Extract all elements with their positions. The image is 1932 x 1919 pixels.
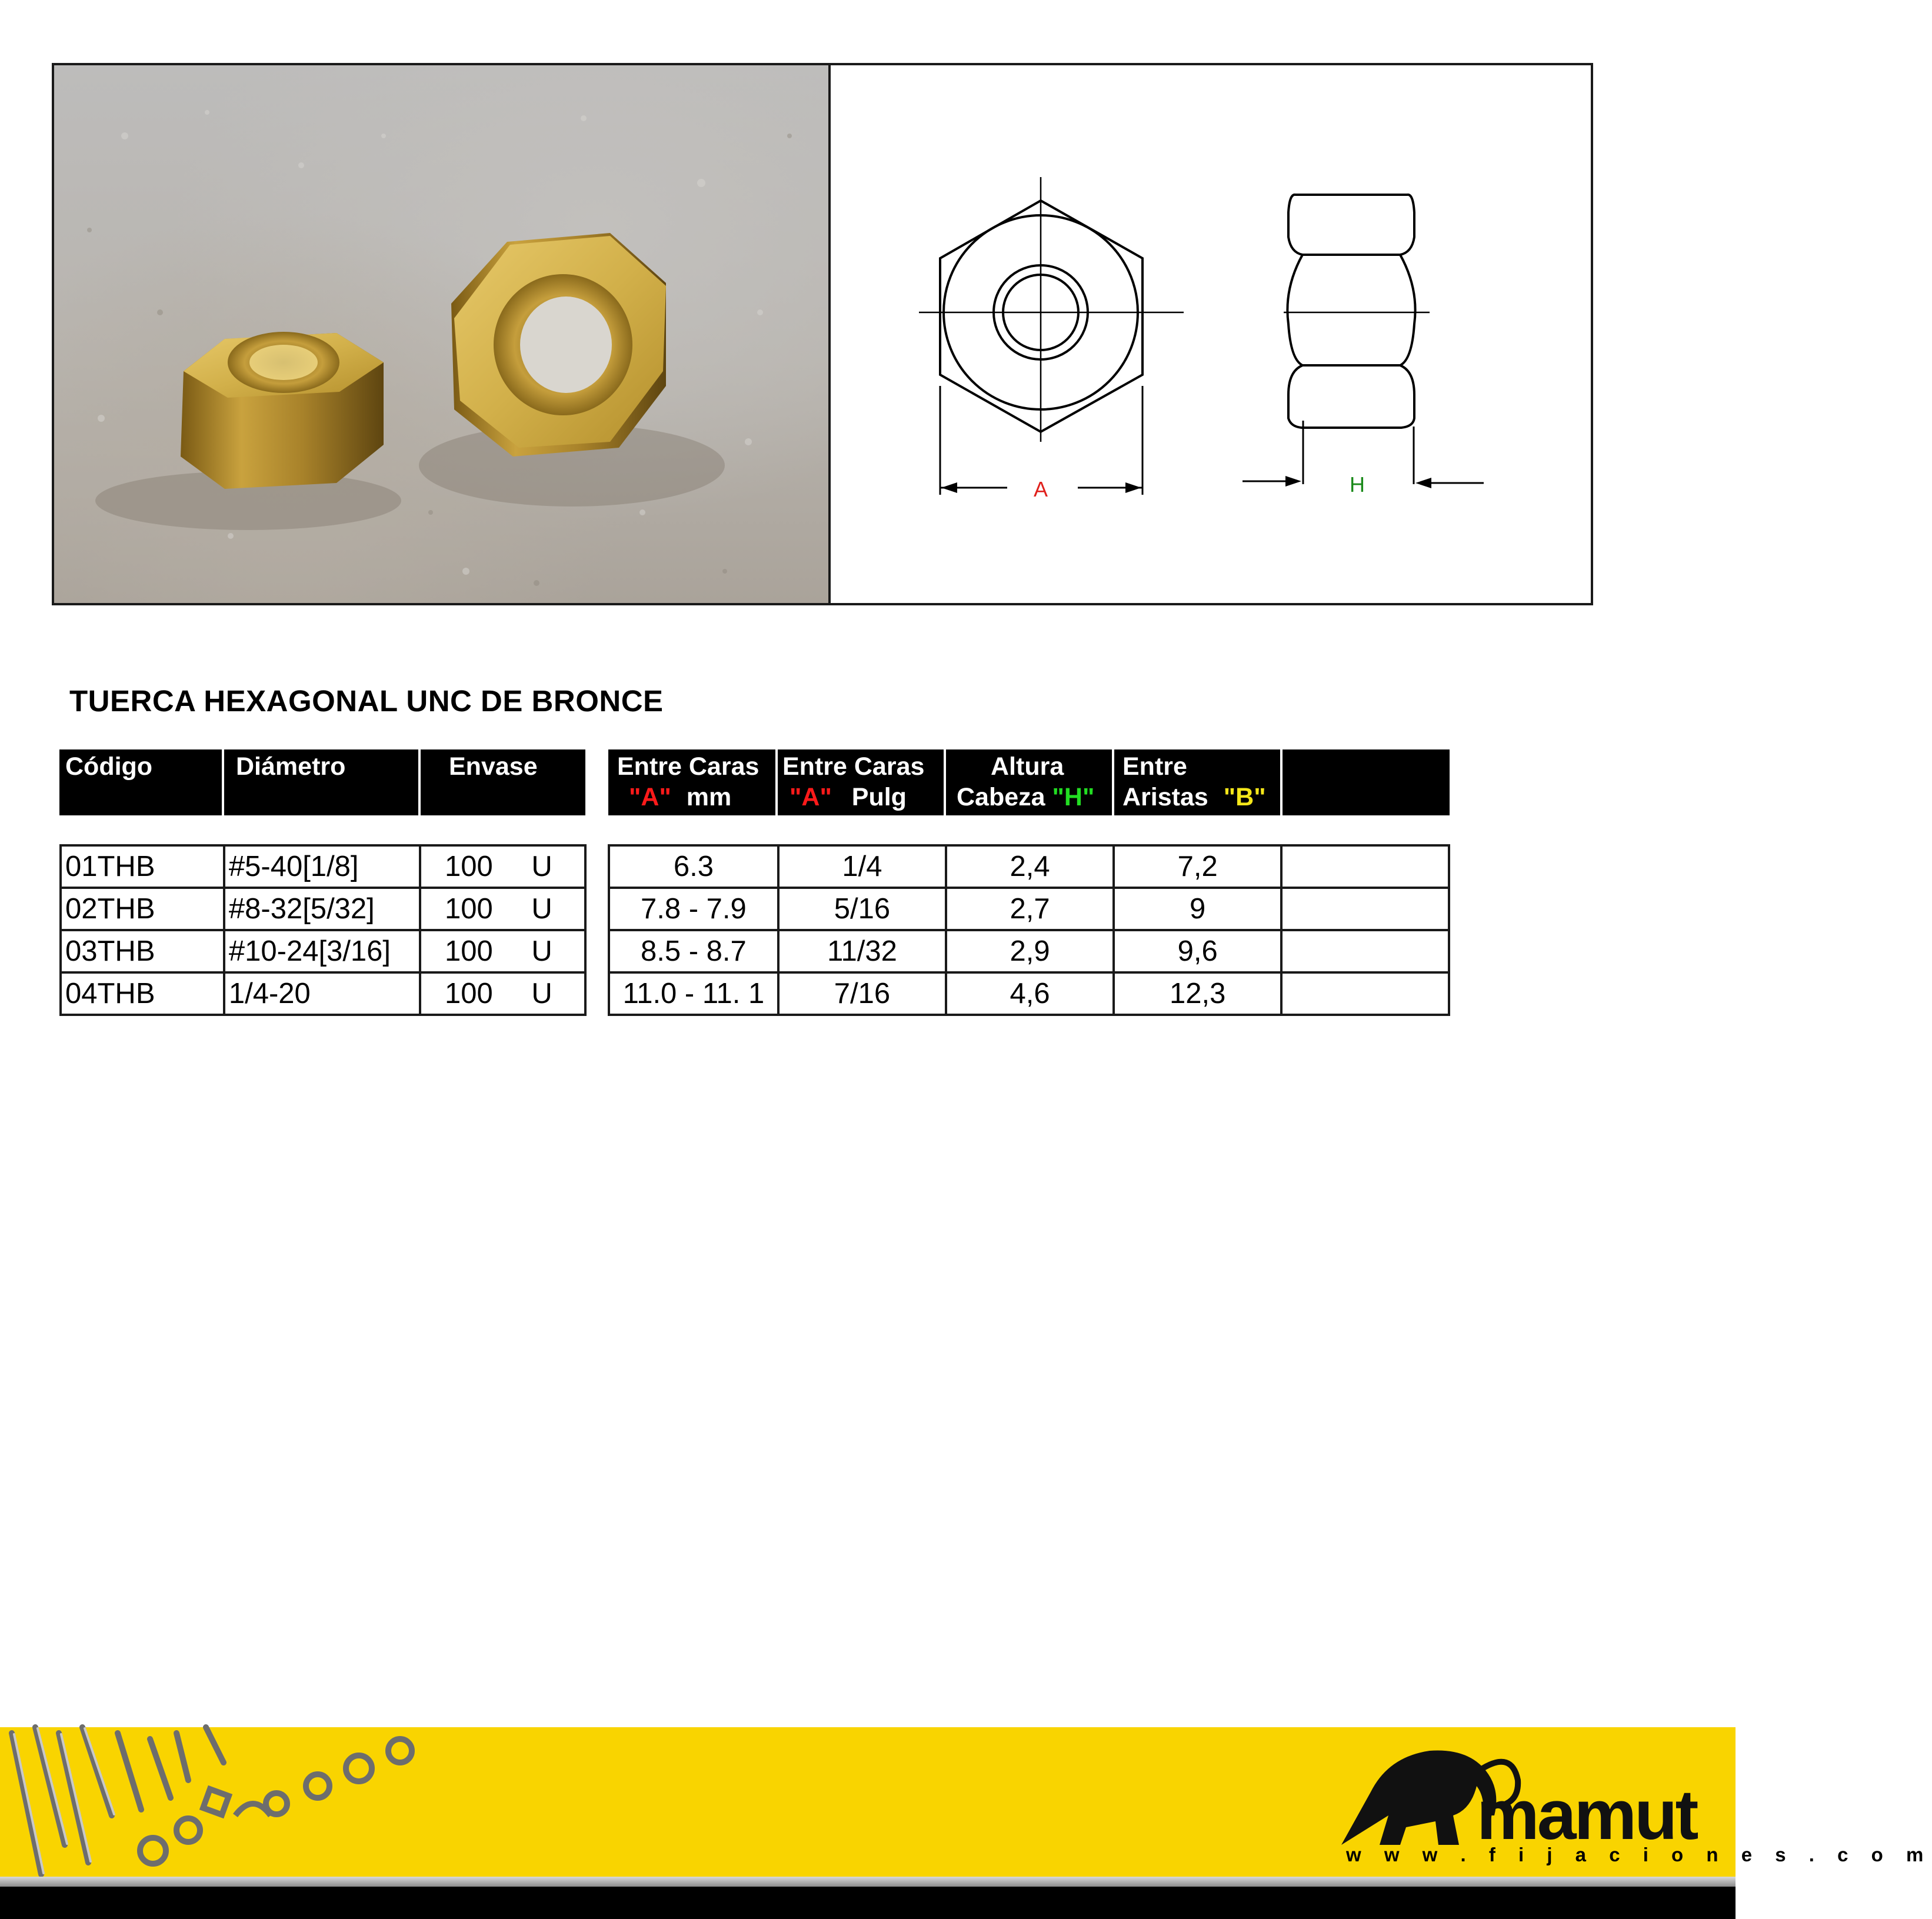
unidad: U <box>531 935 552 967</box>
header-diametro-label: Diámetro <box>236 752 346 781</box>
aristas-cell: 9 <box>1114 888 1281 930</box>
codigo-cell: 01THB <box>61 845 224 888</box>
aristas-cell: 9,6 <box>1114 930 1281 972</box>
table-row <box>609 845 1449 888</box>
envase-cell <box>420 972 585 1015</box>
codigo-cell: 04THB <box>61 972 224 1015</box>
envase-cell <box>420 845 585 888</box>
table-row <box>609 888 1449 930</box>
header-entre-aristas <box>1114 749 1283 815</box>
header-codigo-label: Código <box>65 752 153 781</box>
table-row <box>609 930 1449 972</box>
cantidad: 100 <box>444 851 493 882</box>
diametro-cell: #10-24[3/16] <box>224 930 420 972</box>
aristas-cell: 7,2 <box>1114 845 1281 888</box>
table-row <box>61 845 585 888</box>
brand-wordmark: mamut <box>1477 1775 1697 1854</box>
altura-cell: 2,7 <box>946 888 1114 930</box>
aristas-cell: 12,3 <box>1114 972 1281 1015</box>
empty-cell <box>1281 972 1449 1015</box>
diametro-cell: #5-40[1/8] <box>224 845 420 888</box>
right-table-header <box>608 749 1450 815</box>
caras-mm-cell: 6.3 <box>609 845 778 888</box>
table-row <box>61 930 585 972</box>
left-data-table <box>59 844 587 1016</box>
caras-pulg-cell: 7/16 <box>778 972 946 1015</box>
header-altura-cabeza-label: Cabeza <box>957 783 1045 811</box>
header-empty <box>1283 749 1450 815</box>
caras-pulg-cell: 5/16 <box>778 888 946 930</box>
mark-b: "B" <box>1223 783 1266 811</box>
left-table-header <box>59 749 585 815</box>
footer-divider <box>0 1877 1736 1887</box>
codigo-cell: 02THB <box>61 888 224 930</box>
header-altura-cabeza <box>946 749 1114 815</box>
header-altura-line1: Altura <box>991 752 1064 781</box>
brass-nuts-photo <box>54 65 828 603</box>
header-envase <box>421 749 585 815</box>
empty-cell <box>1281 930 1449 972</box>
diametro-cell: 1/4-20 <box>224 972 420 1015</box>
header-entre-caras-mm-line2 <box>617 782 775 812</box>
caras-pulg-cell: 11/32 <box>778 930 946 972</box>
mark-h: "H" <box>1052 783 1095 811</box>
cantidad: 100 <box>444 893 493 925</box>
product-figure <box>52 63 1593 605</box>
cantidad: 100 <box>444 935 493 967</box>
altura-cell: 2,9 <box>946 930 1114 972</box>
table-row <box>61 888 585 930</box>
header-entre-caras-mm <box>608 749 778 815</box>
website-url[interactable]: w w w . f i j a c i o n e s . c o m <box>1346 1844 1932 1865</box>
unidad: U <box>531 893 552 925</box>
header-entre-caras-mm-line1: Entre Caras <box>617 752 760 781</box>
table-row <box>61 972 585 1015</box>
altura-cell: 4,6 <box>946 972 1114 1015</box>
product-photo <box>54 65 831 603</box>
hardware-collage-icon <box>0 1727 447 1877</box>
right-data-table <box>608 844 1450 1016</box>
empty-cell <box>1281 845 1449 888</box>
header-entre-caras-pulg-line2 <box>782 782 944 812</box>
cantidad: 100 <box>444 978 493 1010</box>
codigo-cell: 03THB <box>61 930 224 972</box>
table-row <box>609 972 1449 1015</box>
mark-a-1: "A" <box>629 783 671 811</box>
diametro-cell: #8-32[5/32] <box>224 888 420 930</box>
footer-black-bar <box>0 1887 1736 1919</box>
header-entre-caras-pulg-line1: Entre Caras <box>782 752 925 781</box>
envase-cell <box>420 888 585 930</box>
dimension-a-label: A <box>1033 477 1048 501</box>
header-codigo <box>59 749 224 815</box>
caras-pulg-cell: 1/4 <box>778 845 946 888</box>
product-title: TUERCA HEXAGONAL UNC DE BRONCE <box>69 684 664 718</box>
unidad: U <box>531 978 552 1010</box>
unit-pulg: Pulg <box>851 783 907 811</box>
header-entre-caras-pulg <box>778 749 946 815</box>
mamut-logo <box>1335 1745 1697 1854</box>
hex-nut-dimension-drawing <box>831 65 1591 603</box>
envase-cell <box>420 930 585 972</box>
caras-mm-cell: 11.0 - 11. 1 <box>609 972 778 1015</box>
technical-drawing <box>831 65 1591 603</box>
header-aristas-label: Aristas <box>1122 783 1208 811</box>
header-aristas-line1: Entre <box>1122 752 1187 781</box>
dimension-h-label: H <box>1350 472 1365 497</box>
empty-cell <box>1281 888 1449 930</box>
header-altura-line2 <box>957 782 1112 812</box>
unidad: U <box>531 851 552 882</box>
altura-cell: 2,4 <box>946 845 1114 888</box>
unit-mm: mm <box>686 783 732 811</box>
header-envase-label: Envase <box>449 752 538 781</box>
header-diametro <box>224 749 421 815</box>
caras-mm-cell: 8.5 - 8.7 <box>609 930 778 972</box>
header-aristas-line2 <box>1122 782 1280 812</box>
mark-a-2: "A" <box>790 783 832 811</box>
caras-mm-cell: 7.8 - 7.9 <box>609 888 778 930</box>
